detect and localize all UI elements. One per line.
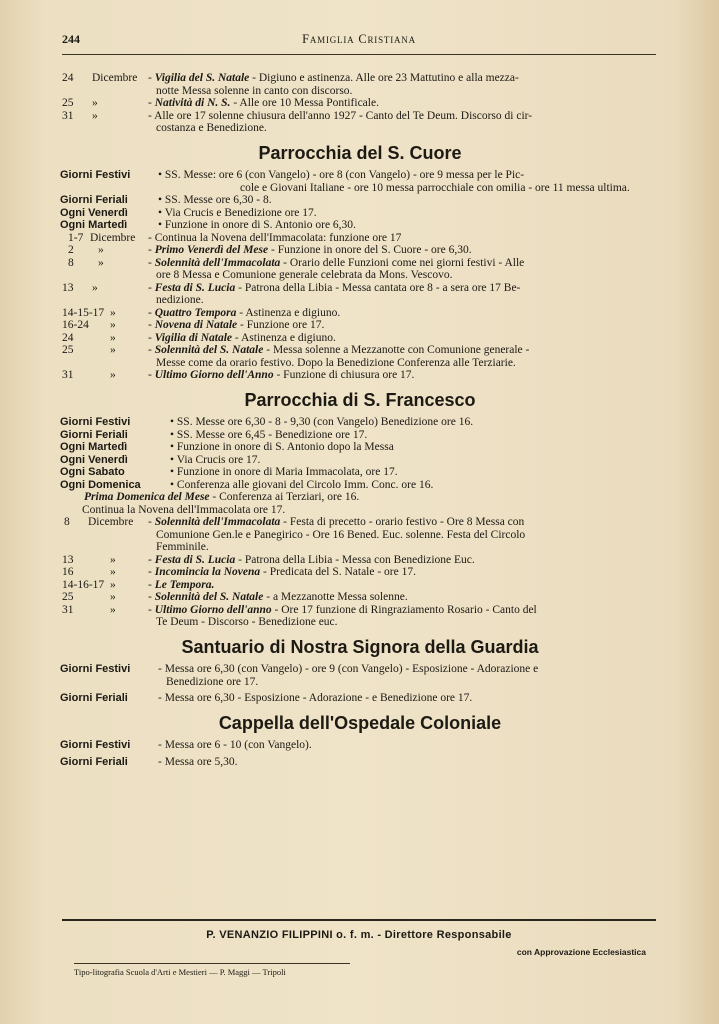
schedule-row: Giorni Festivi • SS. Messe ore 6,30 - 8 - 9,30 (con Vangelo) Benedizione ore 16.	[60, 416, 474, 428]
list-item: 8 » - Solennità dell'Immacolata - Orario delle Funzioni come nei giorni festivi - Alle ore 8 Messa e Comunione generale celebrata da Mons. Vescovo.	[68, 256, 525, 281]
events-san-francesco	[60, 516, 660, 629]
list-item: 16-24 » - Novena di Natale - Funzione ore 17.	[62, 319, 325, 331]
schedule-cappella	[60, 739, 660, 768]
approval-line: con Approvazione Ecclesiastica	[516, 947, 646, 957]
list-item: 24 » - Vigilia di Natale - Astinenza e digiuno.	[62, 331, 336, 344]
list-item: 13 » - Festa di S. Lucia - Patrona della Libia - Messa cantata ore 8 - a sera ore 17 Be- nedizione.	[62, 281, 521, 306]
running-header	[62, 33, 656, 49]
schedule-row: Giorni Feriali • SS. Messe ore 6,30 - 8.	[60, 194, 272, 206]
list-item: 25 » - Natività di N. S. - Alle ore 10 Messa Pontificale.	[62, 97, 379, 109]
section-heading-san-francesco: Parrocchia di S. Francesco	[244, 389, 476, 410]
list-item: 24 Dicembre - Vigilia del S. Natale - Digiuno e astinenza. Alle ore 23 Mattutino e alla mezza- notte Messa solenne in canto con discorso.	[62, 72, 519, 97]
header-rule	[62, 54, 656, 55]
schedule-row: Giorni Feriali • SS. Messe ore 6,45 - Benedizione ore 17.	[60, 428, 368, 441]
list-item: 1-7 Dicembre - Continua la Novena dell'Immacolata: funzione ore 17	[68, 231, 402, 244]
magazine-title: Famiglia Cristiana	[302, 32, 416, 46]
schedule-row: Ogni Martedì • Funzione in onore di S. Antonio ore 6,30.	[60, 219, 356, 231]
schedule-santuario	[60, 663, 660, 705]
prima-domenica-line: Prima Domenica del Mese - Conferenza ai Terziari, ore 16.	[84, 491, 360, 503]
list-item: 25 » - Solennità del S. Natale - Messa solenne a Mezzanotte con Comunione generale - Messe come da orario festivo. Dopo la Benedizione Conferenza alle Terziarie.	[62, 344, 530, 369]
top-entries	[60, 72, 660, 135]
list-item: 8 Dicembre - Solennità dell'Immacolata - Festa di precetto - orario festivo - Ore 8 Messa con Comunione Gen.le e Panegirico - Ore 16 Bened. Euc. solenne. Festa del Circolo Femminile.	[64, 516, 526, 553]
section-heading-santuario: Santuario di Nostra Signora della Guardia	[181, 636, 539, 657]
schedule-row: Ogni Martedì • Funzione in onore di S. Antonio dopo la Messa	[60, 441, 394, 453]
section-heading-cappella: Cappella dell'Ospedale Coloniale	[218, 712, 502, 733]
list-item: 31 » - Ultimo Giorno dell'anno - Ore 17 funzione di Ringraziamento Rosario - Canto del Te Deum - Discorso - Benedizione euc.	[62, 603, 537, 628]
list-item: 14-15-17 » - Quattro Tempora - Astinenza e digiuno.	[62, 306, 341, 319]
novena-line: Continua la Novena dell'Immacolata ore 17.	[82, 503, 286, 516]
director-line: P. VENANZIO FILIPPINI o. f. m. - Direttore Responsabile	[206, 929, 512, 941]
schedule-row: Ogni Venerdì • Via Crucis ore 17.	[60, 453, 261, 466]
section-heading-sacro-cuore: Parrocchia del S. Cuore	[258, 142, 462, 163]
schedule-row: Ogni Venerdì • Via Crucis e Benedizione ore 17.	[60, 206, 317, 219]
schedule-row: Giorni Festivi - Messa ore 6,30 (con Vangelo) - ore 9 (con Vangelo) - Esposizione - Adorazione e Benedizione ore 17.	[60, 663, 539, 688]
list-item: 31 » - Ultimo Giorno dell'Anno - Funzione di chiusura ore 17.	[62, 369, 415, 381]
schedule-row: Giorni Festivi - Messa ore 6 - 10 (con Vangelo).	[60, 739, 312, 751]
list-item: 16 » - Incomincia la Novena - Predicata del S. Natale - ore 17.	[62, 566, 416, 578]
printer-line: Tipo-litografia Scuola d'Arti e Mestieri — P. Maggi — Tripoli	[74, 963, 350, 979]
schedule-san-francesco	[60, 416, 660, 516]
schedule-row: Ogni Sabato • Funzione in onore di Maria Immacolata, ore 17.	[60, 466, 398, 478]
list-item: 31 » - Alle ore 17 solenne chiusura dell'anno 1927 - Canto del Te Deum. Discorso di cir- costanza e Benedizione.	[62, 109, 533, 134]
schedule-row: Ogni Domenica • Conferenza alle giovani del Circolo Imm. Conc. ore 16.	[60, 478, 434, 491]
schedule-row: Giorni Feriali - Messa ore 6,30 - Esposizione - Adorazione - e Benedizione ore 17.	[60, 692, 473, 704]
events-sacro-cuore	[60, 232, 660, 382]
list-item: 2 » - Primo Venerdì del Mese - Funzione in onore del S. Cuore - ore 6,30.	[68, 244, 472, 256]
content	[60, 72, 660, 768]
schedule-row: Giorni Feriali - Messa ore 5,30.	[60, 755, 238, 768]
page-number: 244	[62, 32, 80, 46]
footer-rule	[62, 919, 656, 921]
list-item: 14-16-17 » - Le Tempora.	[62, 578, 215, 591]
list-item: 25 » - Solennità del S. Natale - a Mezzanotte Messa solenne.	[62, 591, 408, 603]
schedule-sacro-cuore	[60, 169, 660, 232]
list-item: 13 » - Festa di S. Lucia - Patrona della Libia - Messa con Benedizione Euc.	[62, 553, 475, 566]
schedule-row: Giorni Festivi • SS. Messe: ore 6 (con Vangelo) - ore 8 (con Vangelo) - ore 9 messa per le Pic- cole e Giovani Italiane - ore 10 messa parrocchiale con omilia - ore 11 messa ultima.	[60, 169, 630, 194]
